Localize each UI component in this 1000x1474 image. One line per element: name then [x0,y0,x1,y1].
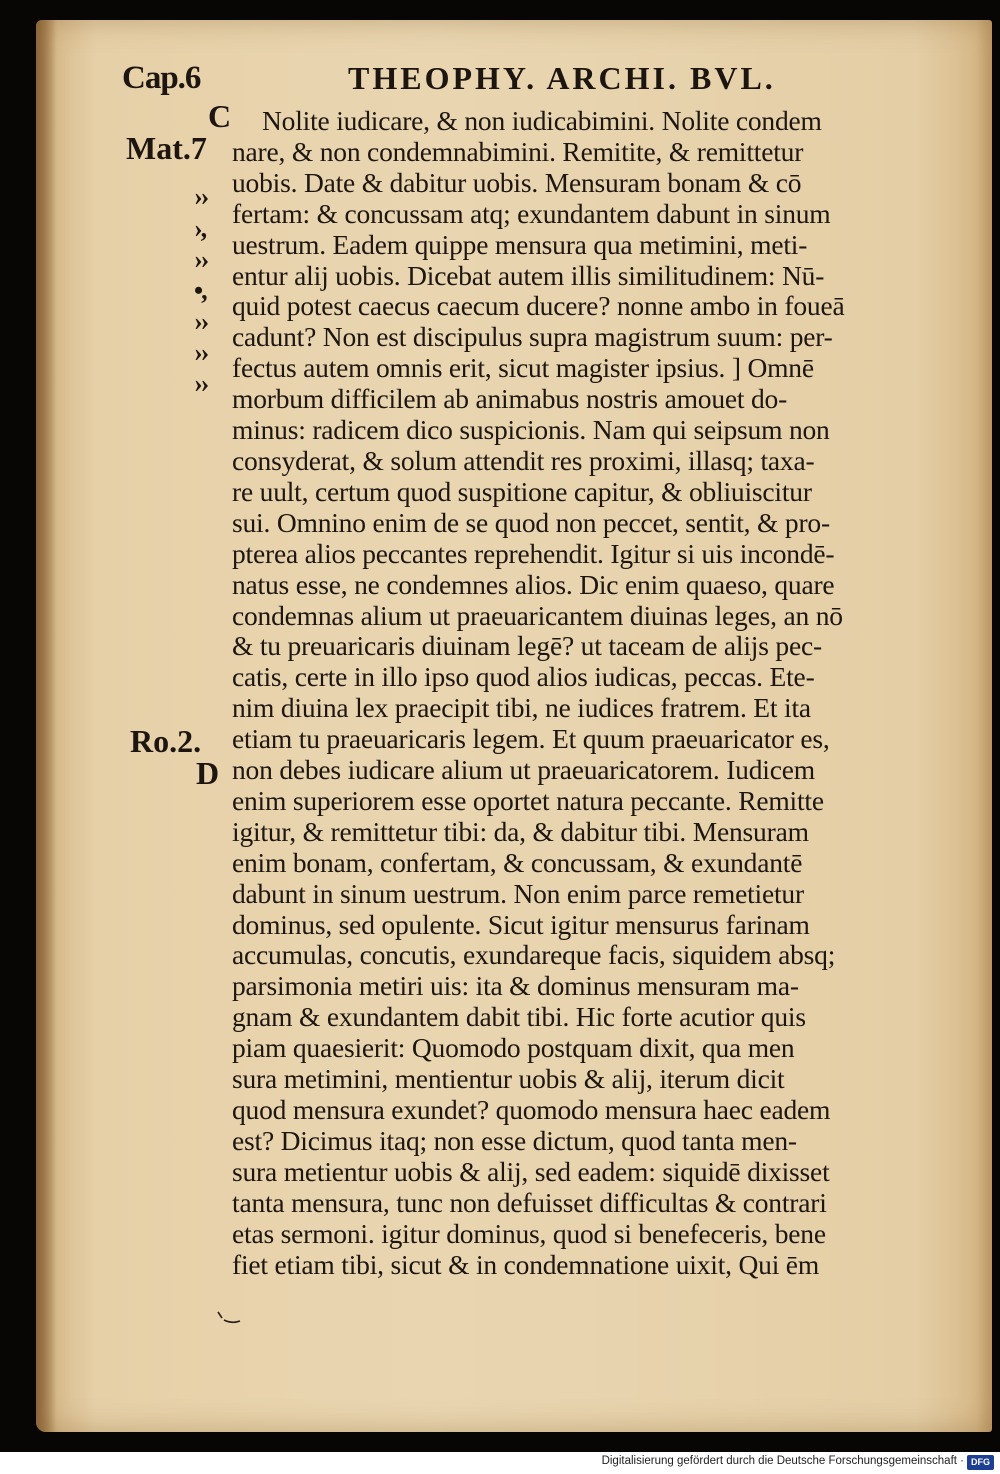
margin-column [36,20,236,1420]
running-title: THEOPHY. ARCHI. BVL. [348,60,776,96]
text-line: fiet etiam tibi, sicut & in condemnatione uixit, Qui ēm [232,1248,820,1280]
text-line: dominus, sed opulente. Sicut igitur mensurus farinam [232,908,810,940]
text-line: nare, & non condemnabimini. Remitite, & remittetur [232,135,804,167]
text-line: entur alij uobis. Dicebat autem illis similitudinem: Nū- [232,259,825,291]
text-line: enim superiorem esse oportet natura peccante. Remitte [232,784,824,816]
text-line: sui. Omnino enim de se quod non peccet, sentit, & pro- [232,506,830,538]
text-line: est? Dicimus itaq; non esse dictum, quod tanta men- [232,1124,797,1156]
dfg-logo: DFG [967,1455,994,1470]
text-line: tanta mensura, tunc non defuisset difficultas & contrari [232,1186,827,1218]
text-line: etas sermoni. igitur dominus, quod si benefeceris, bene [232,1217,826,1249]
text-line: sura metientur uobis & alij, sed eadem: siquidē dixisset [232,1155,830,1187]
ink-scribble-mark [214,1308,254,1328]
margin-section-c: C [208,98,232,134]
text-line: sura metimini, mentientur uobis & alij, iterum dicit [232,1063,785,1095]
text-line: fertam: & concussam atq; exundantem dabunt in sinum [232,197,831,229]
text-line: fectus autem omnis erit, sicut magister ipsius. ] Omnē [232,352,814,384]
text-line: dabunt in sinum uestrum. Non enim parce remetietur [232,877,804,909]
text-line: accumulas, concutis, exundareque facis, siquidem absq; [232,939,836,971]
text-line: & tu preuaricaris diuinam legē? ut taceam de alijs pec- [232,630,822,662]
chapter-heading: Cap.6 [122,60,201,96]
text-line: igitur, & remittetur tibi: da, & dabitur tibi. Mensuram [232,815,809,847]
text-line: cadunt? Non est discipulus supra magistrum suum: per- [232,321,833,353]
quote-mark: ›› [194,307,208,336]
text-line: natus esse, ne condemnes alios. Dic enim quaeso, quare [232,568,835,600]
text-line: catis, certe in illo ipso quod alios iudicas, peccas. Ete- [232,661,815,693]
text-line: uobis. Date & dabitur uobis. Mensuram bonam & cō [232,166,802,198]
margin-reference-mat: Mat.7 [126,130,207,166]
quote-mark: •, [194,276,206,305]
text-line: morbum difficilem ab animabus nostris amouet do- [232,383,788,415]
text-line: minus: radicem dico suspicionis. Nam qui seipsum non [232,414,830,446]
text-line: nim diuina lex praecipit tibi, ne iudices fratrem. Et ita [232,692,811,724]
text-line: quid potest caecus caecum ducere? nonne ambo in foueā [232,290,845,322]
quote-mark: ›› [194,338,208,367]
quote-mark: ›› [194,245,208,274]
text-line: quod mensura exundet? quomodo mensura haec eadem [232,1094,831,1125]
quote-mark: ›› [194,369,208,398]
body-text [232,106,962,1280]
text-line: condemnas alium ut praeuaricantem diuinas leges, an nō [232,599,843,631]
text-line: non debes iudicare alium ut praeuaricatorem. Iudicem [232,754,815,786]
text-line: re uult, certum quod suspitione capitur, & obliuiscitur [232,475,812,507]
quote-mark: ›› [194,182,208,211]
text-line: parsimonia metiri uis: ita & dominus mensuram ma- [232,970,799,1002]
text-line: enim bonam, confertam, & concussam, & exundantē [232,846,803,878]
digitization-credit: Digitalisierung gefördert durch die Deutsche Forschungsgemeinschaft · [601,1455,964,1467]
margin-section-d: D [196,755,220,791]
text-line: etiam tu praeuaricaris legem. Et quum praeuaricator es, [232,723,830,755]
text-line: piam quaesierit: Quomodo postquam dixit, qua men [232,1032,795,1064]
quote-mark: ›, [194,214,206,243]
text-line: uestrum. Eadem quippe mensura qua metimini, meti- [232,228,808,260]
text-line: consyderat, & solum attendit res proximi, illasq; taxa- [232,444,815,476]
text-line: pterea alios peccantes reprehendit. Igitur si uis incondē- [232,537,835,569]
margin-reference-ro: Ro.2. [130,723,202,759]
book-page [36,20,992,1432]
digitization-footer [0,1452,1000,1474]
text-line: Nolite iudicare, & non iudicabimini. Nolite condem [262,105,822,136]
text-line: gnam & exundantem dabit tibi. Hic forte acutior quis [232,1001,806,1033]
